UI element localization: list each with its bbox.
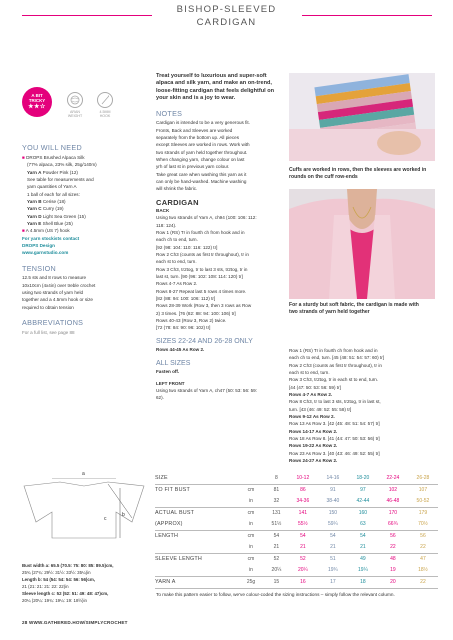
size-table-header-cell: 10-12 (288, 473, 318, 485)
size-table-cell: 86 (300, 487, 306, 494)
size-table-cell: 48 (390, 556, 396, 563)
size-table-cell: 19¼ (348, 565, 378, 577)
pattern-line: each st to end, turn. (289, 369, 330, 375)
caption-sturdy: For a sturdy but soft fabric, the cardigan is made with two strands of yarn held together (289, 302, 419, 315)
sizes-line: Rows 44-45 As Row 2. (156, 347, 205, 353)
size-table-cell: 56 (390, 533, 396, 540)
size-table-cell: 42-44 (348, 496, 378, 508)
size-table-label: ACTUAL BUST (155, 509, 195, 516)
materials-item: Yarn D Light Sea Green (15) (27, 213, 86, 219)
size-table-row (155, 531, 438, 543)
size-table-cell: 160 (358, 510, 368, 517)
size-table-cell: 97 (360, 487, 366, 494)
pattern-line: Row 3 Ch3, tr2tog, tr in each st to end, turn. (289, 377, 379, 383)
size-table-cell: 59¼ (318, 519, 348, 531)
header-line-right (302, 15, 432, 16)
size-table-label: (APPROX) (155, 519, 237, 531)
hook-icon (97, 92, 113, 108)
size-table-row (155, 577, 438, 589)
stockists-line: DROPS Design (22, 242, 55, 248)
materials-item: ■ DROPS Brushed Alpaca Silk (22, 154, 85, 160)
size-table-row (155, 508, 438, 520)
badge-line-2: TRICKY (28, 97, 46, 103)
pattern-line: each ch to end, turn. [45 (48: 51: 54: 57: 60) tr] (289, 355, 384, 361)
back-line: Rows 28-39 Work (Row 3, then 3 rows as Row (156, 303, 252, 309)
size-table-cell: 56 (420, 533, 426, 540)
materials-column (22, 138, 147, 337)
stockists-link[interactable]: www.garnstudio.com (22, 250, 69, 256)
size-table-row (155, 496, 438, 508)
size-table-cell: 20 (378, 577, 408, 589)
notes-line: except Sleeves are worked in rows. Work with (156, 142, 250, 148)
cardigan-heading: CARDIGAN (156, 197, 199, 207)
garment-schematic (20, 471, 148, 540)
size-table-label (155, 565, 237, 577)
tension-line: 12.5 sts and 8 rows to measure (22, 275, 87, 281)
pattern-line: Row 18 As Row 8. [41 (44: 47: 50: 53: 56) tr] (289, 435, 380, 441)
size-table-cell: 81 (273, 487, 280, 494)
size-table-unit: cm (247, 510, 255, 517)
pattern-line: Rows 14-17 As Row 2. (289, 428, 338, 434)
notes-line: can only be hand-washed. Machine washing (156, 179, 247, 185)
materials-item: ■ A 4.5mm (US 7) hook (22, 228, 70, 234)
left-front-continued (289, 348, 423, 465)
pattern-line: [44 (47: 50: 53: 56: 59) tr] (289, 384, 341, 390)
size-table (155, 473, 438, 589)
size-table-label: TO FIT BUST (155, 486, 190, 493)
abbreviations-heading: ABBREVIATIONS (22, 318, 84, 328)
notes-line: yrh of last st in previous yarn colour. (156, 164, 230, 170)
back-line: 118: 124). (156, 222, 177, 228)
back-line: Using two strands of Yarn A, ch94 (100: 106: 112: (156, 215, 257, 221)
back-line: [82 (88: 94: 100: 106: 112) tr] (156, 296, 216, 301)
notes-line: Fronts, Back and Sleeves are worked (156, 127, 233, 133)
back-line: Row 2 Ch3 (counts as first tr throughout), tr in (156, 252, 249, 258)
sizes-heading: SIZES 22-24 AND 26-28 ONLY (156, 337, 253, 345)
difficulty-badge (22, 87, 52, 117)
difficulty-stars: ★★☆ (28, 104, 46, 111)
page-footer: 28 WWW.GATHERED.HOW/SIMPLYCROCHET (22, 620, 128, 625)
size-table-cell: 18 (348, 577, 378, 589)
schematic-note-line: 20¼ (20¼: 19¾: 19¼: 19: 18½)in (22, 598, 87, 604)
dimension-b-label: b (122, 512, 125, 518)
fasten-off-line: Fasten off. (156, 369, 180, 375)
size-table-label: YARN A (155, 577, 237, 589)
materials-item: (77% alpaca, 23% silk, 25g/140m) (27, 162, 97, 168)
pattern-line: Row 23 As Row 3. [40 (43: 46: 49: 52: 55) tr] (289, 450, 380, 456)
page-title: BISHOP-SLEEVED CARDIGAN (176, 4, 277, 29)
schematic-note-line: Sleeve length c: 52 (52: 51: 49: 48: 47)cm, (22, 591, 109, 597)
back-line: Row 1 (RS) Tr in fourth ch from hook and in (156, 230, 245, 236)
size-table-cell: 21 (318, 542, 348, 554)
back-line: [72 (78: 84: 90: 96: 102) tr] (156, 325, 211, 331)
pattern-line: Rows 9-12 As Row 2. (289, 413, 335, 419)
size-table-unit: in (237, 496, 265, 508)
size-table-cell: 22 (408, 542, 438, 554)
size-table-unit: 25g (237, 577, 265, 589)
size-table-cell: 91 (330, 487, 336, 494)
size-table-cell: 51½ (265, 519, 288, 531)
size-table-cell: 102 (388, 487, 398, 494)
tension-line: 10x10cm (4x4in) over treble crochet (22, 282, 96, 288)
notes-line: will shrink the fabric. (156, 186, 198, 192)
notes-line: Cardigan is intended to be a very generous fit. (156, 120, 250, 126)
notes-line: separately from the bottom up. All pieces (156, 135, 239, 141)
tension-line: together and a 4.5mm hook or size (22, 297, 93, 303)
back-line: [92 (98: 104: 110: 116: 122) tr] (156, 244, 218, 250)
size-table-cell: 54 (330, 533, 336, 540)
back-line: Rows 40-43 (Row 3, Row 2) twice. (156, 317, 227, 323)
size-table-cell: 19 (378, 565, 408, 577)
intro-lead: Treat yourself to luxurious and super-soft alpaca and silk yarn, and make an on-trend, loose-fitting cardigan that feels delightful on your skin and is a joy to wear. (156, 73, 275, 102)
size-table-cell: 17 (318, 577, 348, 589)
back-line: 2) 3 times. [76 (82: 88: 94: 100: 106) tr] (156, 310, 236, 316)
model-photo (289, 189, 435, 299)
caption-cuffs: Cuffs are worked in rows, then the sleeves are worked in rounds on the cuff row-ends (289, 167, 427, 180)
pattern-line: Row 8 Ch3, tr to last 3 sts, tr2tog, tr in last st, (289, 399, 381, 405)
back-line: Rows 8-27 Repeat last 5 rows 4 times more. (156, 288, 247, 294)
size-table-cell: 22 (408, 577, 438, 589)
size-table-cell: 15 (265, 577, 288, 589)
notes-line: When changing yarn, change colour on last (156, 157, 245, 163)
size-table-unit: cm (247, 487, 255, 494)
materials-item: Yarn A Powder Pink (12) (27, 169, 78, 175)
back-line: each ch to end, turn. (156, 237, 198, 243)
size-table-row (155, 519, 438, 531)
pattern-line: Row 1 (RS) Tr in fourth ch from hook and in (289, 348, 378, 353)
size-table-cell: 21 (265, 542, 288, 554)
size-table-cell: 52 (300, 556, 306, 563)
notes-line: Take great care when washing this yarn as it (156, 171, 247, 177)
size-table-header-cell: 8 (265, 473, 288, 485)
size-table-cell: 21 (288, 542, 318, 554)
hook-size-label: 4.5MM HOOK (99, 110, 111, 119)
size-table-cell: 70½ (408, 519, 438, 531)
size-table-header-cell: 26-28 (408, 473, 438, 485)
size-table-cell: 20¼ (288, 565, 318, 577)
pattern-line: Rows 4-7 As Row 2. (289, 391, 333, 397)
size-table-cell: 131 (272, 510, 281, 517)
pattern-line: Rows 24-27 As Row 2. (289, 457, 338, 463)
notes-heading: NOTES (156, 108, 183, 118)
tension-line: required to obtain tension (22, 304, 74, 310)
pattern-line: Rows 19-22 As Row 2. (289, 443, 338, 449)
notes-line: two strands of yarn held together throughout. (156, 149, 248, 155)
size-table-cell: 141 (298, 510, 308, 517)
size-table-cell: 66¾ (378, 519, 408, 531)
size-table-label: SLEEVE LENGTH (155, 555, 202, 562)
pattern-line: Row 13 As Row 3. [42 (45: 48: 51: 54: 57) tr] (289, 421, 380, 427)
size-table-cell: 16 (288, 577, 318, 589)
size-table-row (155, 565, 438, 577)
materials-item: Yarn C Curry (19) (27, 206, 64, 212)
size-table-cell: 46-48 (378, 496, 408, 508)
schematic-notes (22, 563, 147, 605)
size-table-header-cell: 22-24 (378, 473, 408, 485)
size-table-unit: cm (247, 556, 255, 563)
size-table-cell: 49 (360, 556, 366, 563)
back-line: last st, turn. [90 (96: 102: 108: 114: 120) tr] (156, 274, 243, 280)
size-table-label: LENGTH (155, 532, 179, 539)
materials-item: yarn quantities of Yarn A (27, 184, 77, 190)
size-table-cell: 32 (265, 496, 288, 508)
size-table-cell: 50-52 (408, 496, 438, 508)
back-line: each st to end, turn. (156, 259, 197, 265)
schematic-note-line: Length b: 54 (54: 54: 54: 56: 56)cm, (22, 577, 95, 583)
size-table-cell: 150 (328, 510, 338, 517)
tension-line: using two strands of yarn held (22, 290, 84, 296)
table-note: To make this pattern easier to follow, we've colour-coded the sizing instructions – simply follow the relevant column. (156, 592, 395, 597)
size-table-cell: 19¾ (318, 565, 348, 577)
size-table-cell: 63 (348, 519, 378, 531)
size-table-cell: 21 (348, 542, 378, 554)
size-table-header-cell: SIZE (155, 473, 237, 485)
you-will-need-heading: YOU WILL NEED (22, 143, 82, 152)
size-table-cell: 47 (420, 556, 426, 563)
materials-item: Yarn B Cerise (18) (27, 198, 66, 204)
dimension-c-label: c (104, 516, 107, 522)
size-table-header-cell (237, 473, 265, 485)
yarn-weight-icon (67, 92, 83, 108)
size-table-row (155, 485, 438, 497)
instructions-column (156, 73, 281, 403)
size-table-cell: 179 (418, 510, 428, 517)
yarn-weight-label: ARAN WEIGHT (67, 110, 83, 119)
materials-item: See table for measurements and (27, 176, 94, 182)
back-heading: BACK (156, 208, 170, 214)
abbreviations-text: For a full list, see page 88 (22, 330, 75, 336)
size-table-cell: 22 (378, 542, 408, 554)
size-table-unit: in (237, 519, 265, 531)
size-table-cell: 18½ (408, 565, 438, 577)
header-line-left (22, 15, 152, 16)
size-table-label (155, 542, 237, 554)
pattern-line: Row 2 Ch3 (counts as first tr throughout), tr in (289, 362, 382, 368)
size-table-header-row (155, 473, 438, 485)
size-table-cell: 54 (360, 533, 366, 540)
size-table-row (155, 554, 438, 566)
schematic-note-line: 25¾ (27¾: 29½: 31½: 33½: 35¼)in (22, 570, 91, 576)
size-table-unit: in (237, 542, 265, 554)
size-table-cell: 55½ (288, 519, 318, 531)
tension-heading: TENSION (22, 263, 57, 273)
sleeve-photo (289, 73, 435, 161)
size-table-cell: 54 (300, 533, 306, 540)
size-table-cell: 38-40 (318, 496, 348, 508)
size-table-header-cell: 18-20 (348, 473, 378, 485)
size-table-row (155, 542, 438, 554)
size-table-label (155, 496, 237, 508)
size-table-cell: 51 (330, 556, 336, 563)
left-front-line: Using two strands of Yarn A, ch47 (50: 53: 56: 59: (156, 387, 257, 393)
materials-item: 1 ball of each for all sizes: (27, 191, 80, 197)
all-sizes-heading: ALL SIZES (156, 359, 191, 367)
dimension-a-label: a (82, 471, 85, 477)
stockists-line: For yarn stockists contact (22, 235, 80, 241)
size-table-header-cell: 14-16 (318, 473, 348, 485)
schematic-note-line: Bust width a: 65.5 (70.5: 75: 80: 85: 89.5)cm, (22, 563, 114, 568)
badge-line-1: A BIT (31, 93, 43, 98)
size-table-unit: in (237, 565, 265, 577)
back-line: Rows 4-7 As Row 2. (156, 281, 198, 287)
pattern-line: turn. [43 (46: 49: 52: 55: 58) tr] (289, 406, 352, 412)
size-table-cell: 52 (273, 556, 280, 563)
materials-item: Yarn E Shell Blue (25) (27, 220, 73, 226)
size-table-cell: 170 (388, 510, 398, 517)
left-front-heading: LEFT FRONT (156, 380, 185, 386)
size-table-cell: 107 (418, 487, 428, 494)
size-table-cell: 20¼ (265, 565, 288, 577)
size-table-unit: cm (247, 533, 255, 540)
left-front-line: 62). (156, 395, 164, 401)
back-line: Row 3 Ch3, tr2tog, tr to last 3 sts, tr2tog, tr in (156, 266, 248, 272)
size-table-cell: 34-36 (288, 496, 318, 508)
size-table-cell: 54 (273, 533, 280, 540)
schematic-note-line: 21 (21: 21: 21: 22: 22)in (22, 584, 69, 590)
